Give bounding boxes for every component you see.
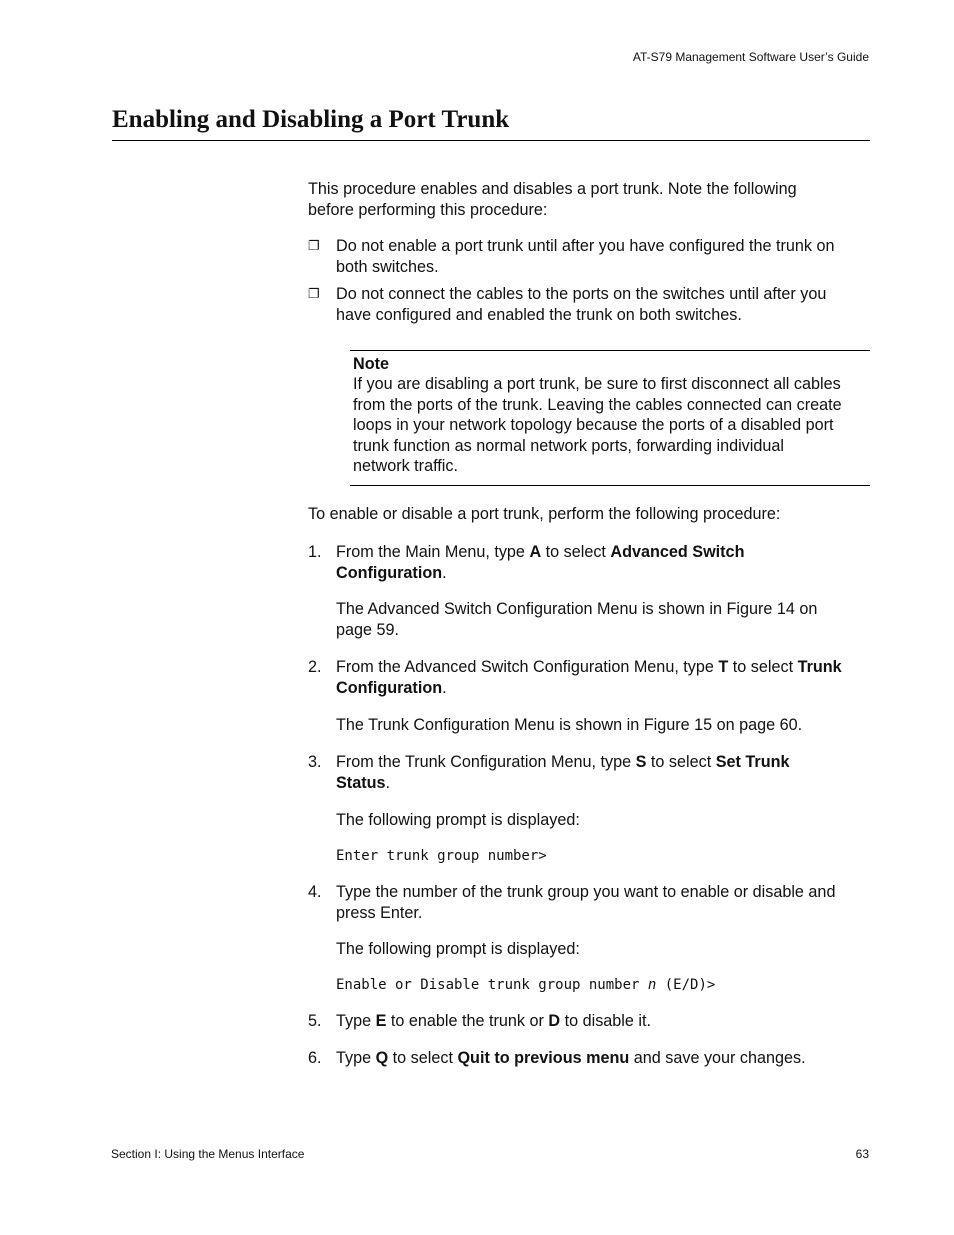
bullet-item: [336, 284, 873, 325]
menu-item-name: Trunk: [797, 658, 842, 676]
intro-line: before performing this procedure:: [308, 200, 548, 219]
checkbox-bullet-icon: ❐: [308, 238, 320, 253]
checkbox-bullet-icon: ❐: [308, 286, 320, 301]
bullet-line: Do not enable a port trunk until after you have configured the trunk on: [336, 237, 835, 255]
menu-item-name: Advanced Switch: [610, 543, 745, 561]
running-header: AT-S79 Management Software User’s Guide: [632, 50, 869, 64]
step-number: 1.: [308, 543, 322, 561]
step-number: 5.: [308, 1012, 322, 1030]
console-prompt: Enable or Disable trunk group number n (E/D)>: [336, 977, 716, 993]
step-number: 2.: [308, 658, 322, 676]
note-line: from the ports of the trunk. Leaving the cables connected can create: [353, 395, 842, 414]
step-text: From the Advanced Switch Configuration Menu, type T to select Trunk Configuration.: [336, 658, 842, 697]
bullet-line: both switches.: [336, 257, 439, 276]
menu-item-name: Configuration: [336, 563, 443, 582]
note-line: network traffic.: [353, 457, 458, 475]
step-detail: The Trunk Configuration Menu is shown in Figure 15 on page 60.: [336, 716, 803, 734]
note-text: [353, 374, 873, 477]
menu-key: A: [529, 543, 542, 561]
bullet-line: have configured and enabled the trunk on both switches.: [336, 305, 742, 324]
menu-key: Q: [375, 1049, 389, 1067]
intro-line: This procedure enables and disables a port trunk. Note the following: [308, 180, 797, 198]
running-footer: Section I: Using the Menus Interface: [111, 1147, 305, 1161]
step-text: From the Trunk Configuration Menu, type S to select Set Trunk Status.: [336, 753, 790, 792]
bullet-line: Do not connect the cables to the ports on the switches until after you: [336, 285, 827, 303]
step-detail: The following prompt is displayed:: [336, 940, 580, 958]
step-detail: The Advanced Switch Configuration Menu is shown in Figure 14 on page 59.: [336, 600, 818, 639]
note-line: loops in your network topology because the ports of a disabled port: [353, 416, 834, 434]
menu-item-name: Configuration: [336, 678, 443, 697]
note-heading: Note: [353, 355, 389, 373]
menu-key: D: [548, 1012, 561, 1030]
step-text: From the Main Menu, type A to select Advanced Switch Configuration.: [336, 543, 745, 582]
step-text: Type E to enable the trunk or D to disable it.: [336, 1012, 651, 1030]
procedure-intro: To enable or disable a port trunk, perform the following procedure:: [308, 505, 781, 523]
bullet-item: [336, 236, 873, 277]
menu-key: S: [635, 753, 647, 771]
console-prompt: Enter trunk group number>: [336, 848, 547, 864]
note-line: If you are disabling a port trunk, be sure to first disconnect all cables: [353, 375, 841, 393]
intro-paragraph: [308, 179, 873, 220]
note-line: trunk function as normal network ports, forwarding individual: [353, 436, 784, 455]
menu-item-name: Set Trunk: [715, 753, 790, 771]
title-divider: [112, 140, 870, 141]
step-detail: The following prompt is displayed:: [336, 811, 580, 829]
step-text: Type Q to select Quit to previous menu and save your changes.: [336, 1049, 806, 1067]
step-number: 3.: [308, 753, 322, 771]
step-number: 6.: [308, 1049, 322, 1067]
step-number: 4.: [308, 883, 322, 901]
menu-key: T: [718, 658, 729, 676]
page-number: 63: [855, 1147, 869, 1161]
menu-item-name: Status: [336, 773, 386, 792]
menu-key: E: [375, 1012, 387, 1030]
prompt-variable: n: [647, 977, 657, 993]
menu-item-name: Quit to previous menu: [457, 1049, 630, 1067]
page-title: Enabling and Disabling a Port Trunk: [112, 106, 510, 133]
step-text: Type the number of the trunk group you want to enable or disable and press Enter.: [336, 883, 836, 922]
